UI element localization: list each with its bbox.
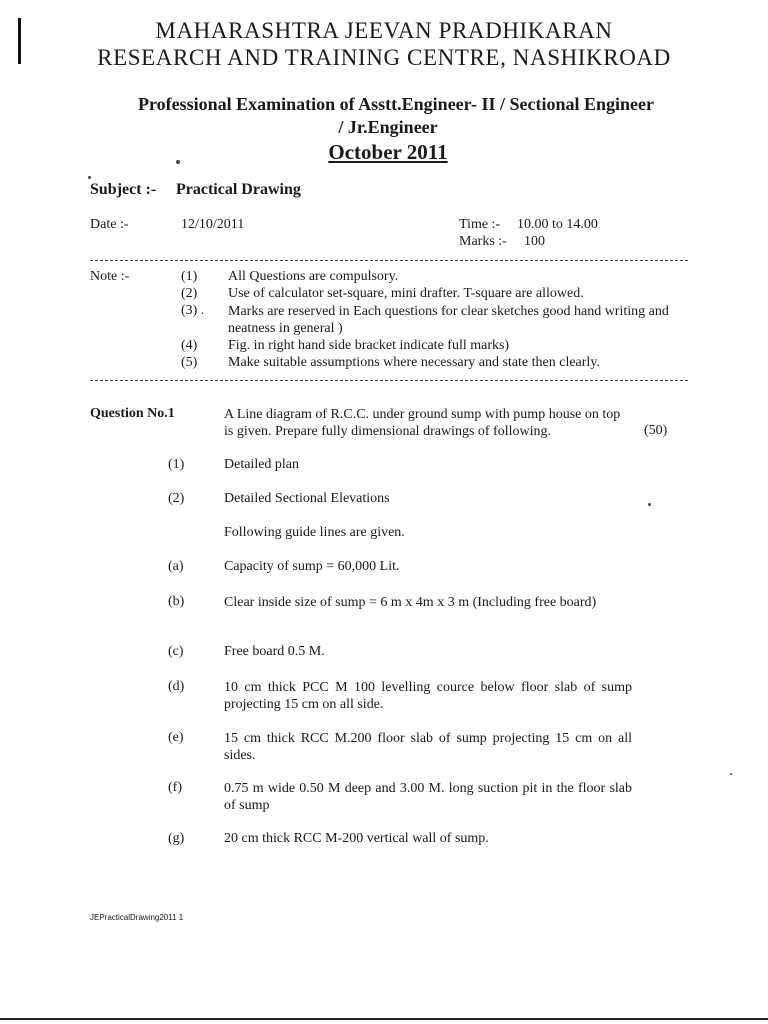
scan-speck: [730, 773, 732, 775]
guide-text: 20 cm thick RCC M-200 vertical wall of sump.: [224, 831, 489, 846]
time-label: Time :-: [459, 217, 501, 232]
note-text: Marks are reserved in Each questions for clear sketches good hand writing and neatness in general ): [228, 304, 669, 336]
guide-number: (c): [168, 644, 184, 659]
note-text: All Questions are compulsory.: [228, 269, 399, 284]
scan-speck: [88, 176, 91, 179]
note-text: Use of calculator set-square, mini drafter. T-square are allowed.: [228, 286, 584, 301]
note-number: (3) .: [181, 303, 205, 318]
note-label: Note :-: [90, 269, 130, 284]
guide-text: 10 cm thick PCC M 100 levelling cource below floor slab of sump projecting 15 cm on all side.: [224, 680, 632, 712]
date-label: Date :-: [90, 217, 129, 232]
date-value: 12/10/2011: [181, 217, 245, 232]
guide-number: (d): [168, 679, 185, 694]
marks-label: Marks :-: [459, 234, 507, 249]
guide-number: (a): [168, 559, 184, 574]
scan-speck: [176, 160, 180, 164]
note-text: Make suitable assumptions where necessary and state then clearly.: [228, 355, 600, 370]
question-label: Question No.1: [90, 406, 175, 421]
note-text: Fig. in right hand side bracket indicate full marks): [228, 338, 510, 353]
exam-session: October 2011: [328, 140, 448, 164]
note-number: (1): [181, 269, 198, 284]
guide-text: Capacity of sump = 60,000 Lit.: [224, 559, 400, 574]
file-reference: JEPracticalDrawing2011 1: [90, 913, 184, 922]
question-text: A Line diagram of R.C.C. under ground sump with pump house on top is given. Prepare fully dimensional drawings of following.: [224, 407, 621, 439]
divider: [90, 380, 688, 381]
part-text: Detailed plan: [224, 457, 300, 472]
guide-number: (b): [168, 594, 185, 609]
note-number: (5): [181, 355, 198, 370]
part-number: (1): [168, 457, 185, 472]
divider: [90, 260, 688, 261]
part-text: Detailed Sectional Elevations: [224, 491, 390, 506]
marks-value: 100: [524, 234, 545, 249]
guide-number: (e): [168, 730, 184, 745]
guide-number: (g): [168, 831, 185, 846]
scan-edge-mark: [0, 1018, 768, 1020]
note-number: (4): [181, 338, 198, 353]
exam-title-line1: Professional Examination of Asstt.Engineer- II / Sectional Engineer: [137, 94, 654, 114]
guide-number: (f): [168, 780, 182, 795]
part-number: (2): [168, 491, 185, 506]
guide-text: 15 cm thick RCC M.200 floor slab of sump projecting 15 cm on all sides.: [224, 731, 632, 763]
note-number: (2): [181, 286, 198, 301]
time-value: 10.00 to 14.00: [517, 217, 598, 232]
subject-label: Subject :-: [90, 181, 157, 198]
scan-speck: [648, 503, 651, 506]
question-marks: (50): [644, 423, 668, 438]
guide-intro: Following guide lines are given.: [224, 525, 405, 540]
subject-value: Practical Drawing: [176, 181, 301, 198]
guide-text: Free board 0.5 M.: [224, 644, 325, 659]
guide-text: 0.75 m wide 0.50 M deep and 3.00 M. long suction pit in the floor slab of sump: [224, 781, 632, 813]
organization-name: MAHARASHTRA JEEVAN PRADHIKARAN: [155, 18, 613, 43]
guide-text: Clear inside size of sump = 6 m x 4m x 3 m (Including free board): [224, 595, 597, 610]
centre-name: RESEARCH AND TRAINING CENTRE, NASHIKROAD: [97, 45, 671, 70]
exam-title-line2: / Jr.Engineer: [338, 117, 438, 137]
